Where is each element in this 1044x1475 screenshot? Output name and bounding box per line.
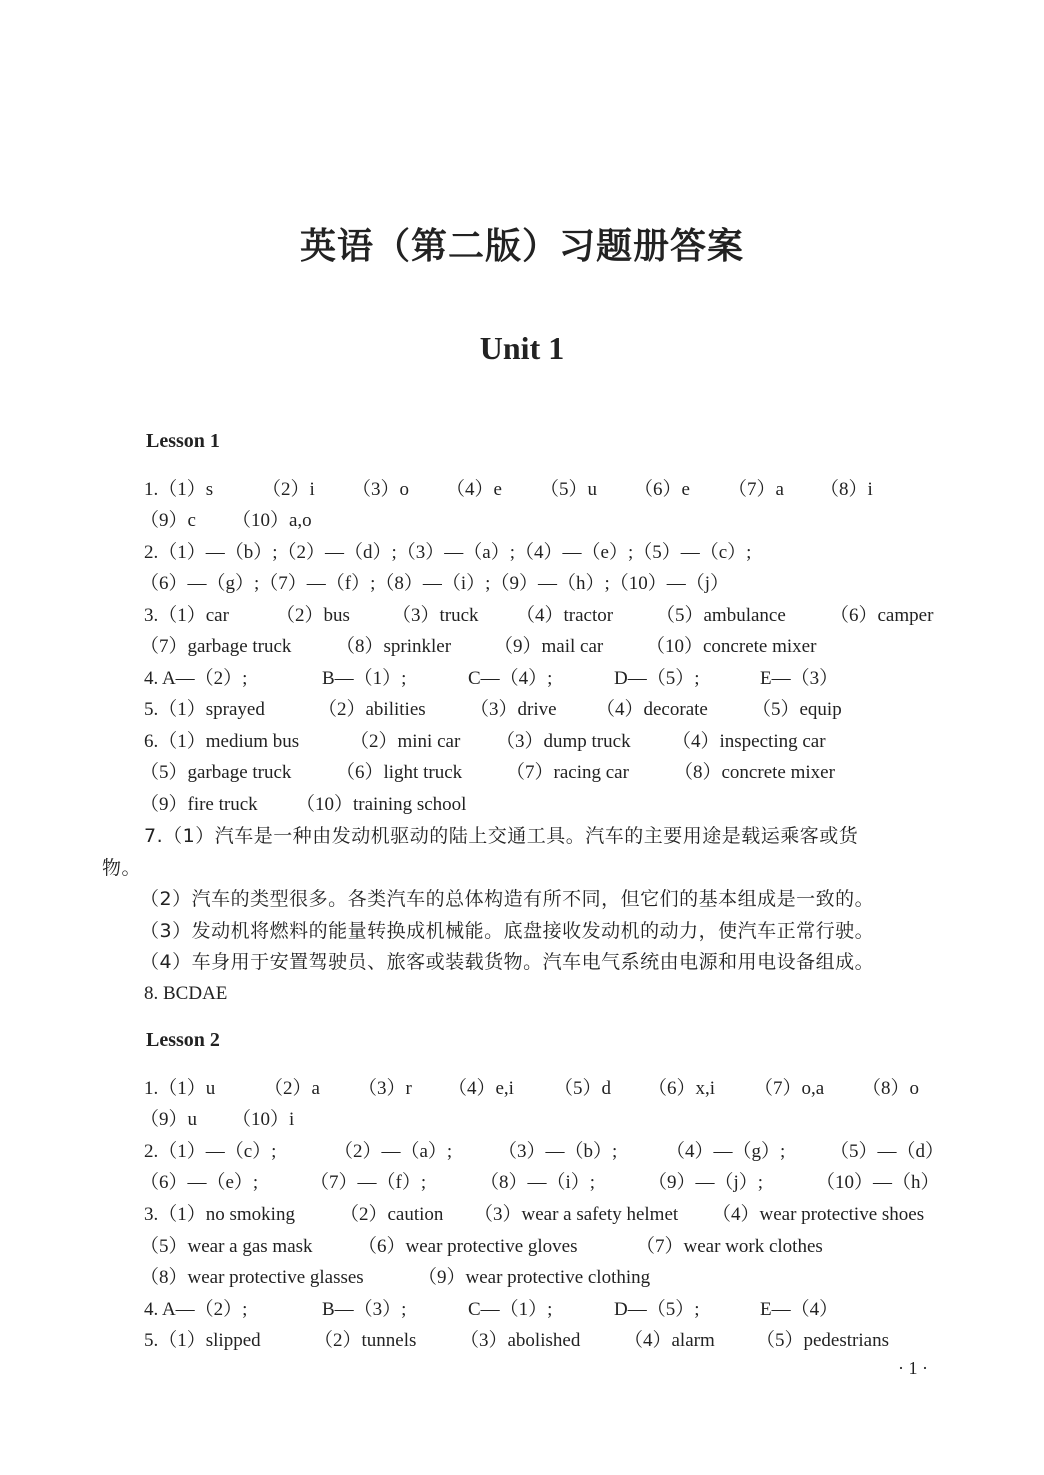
answer-item: （5）u <box>540 479 598 500</box>
answer-item: （6）—（g）;（7）—（f）;（8）—（i）;（9）—（h）;（10）—（j） <box>140 573 730 594</box>
answer-item: （2）—（a）; <box>334 1141 453 1162</box>
answer-item: （2）abilities <box>318 699 426 720</box>
answer-item: （7）wear work clothes <box>636 1236 823 1257</box>
answer-item: （7）—（f）; <box>310 1172 427 1193</box>
answer-item: （3）o <box>352 479 410 500</box>
answer-item: 8. BCDAE <box>144 983 228 1004</box>
answer-item: E—（3） <box>760 668 839 689</box>
answer-item: （9）mail car <box>494 636 604 657</box>
answer-item: （9）—（j）; <box>648 1172 764 1193</box>
answer-item: （4）tractor <box>516 605 614 626</box>
lesson-heading: Lesson 1 <box>146 430 220 452</box>
answer-item: 6.（1）medium bus <box>144 731 300 752</box>
answer-item: （5）equip <box>752 699 842 720</box>
answer-item: （3）—（b）; <box>498 1141 618 1162</box>
answer-item: （4）—（g）; <box>666 1141 786 1162</box>
page-number: · 1 · <box>898 1358 928 1378</box>
answer-item: （3）wear a safety helmet <box>474 1204 679 1225</box>
answer-item: （6）—（e）; <box>140 1172 259 1193</box>
answer-item: （8）—（i）; <box>480 1172 596 1193</box>
lesson-heading: Lesson 2 <box>146 1029 220 1051</box>
translation-line: （3）发动机将燃料的能量转换成机械能。底盘接收发动机的动力，使汽车正常行驶。 <box>140 920 875 942</box>
answer-item: （10）a,o <box>232 510 312 531</box>
answer-item: （9）c <box>140 510 196 531</box>
answer-item: 3.（1）car <box>144 605 229 626</box>
answer-item: （4）alarm <box>624 1330 715 1351</box>
answer-item: （5）—（d） <box>830 1141 945 1162</box>
answer-item: （3）abolished <box>460 1330 581 1351</box>
translation-line: 7.（1）汽车是一种由发动机驱动的陆上交通工具。汽车的主要用途是载运乘客或货 <box>144 825 859 847</box>
answer-item: （8）i <box>820 479 873 500</box>
answer-item: （3）truck <box>392 605 479 626</box>
answer-item: 5.（1）slipped <box>144 1330 261 1351</box>
answer-item: （6）x,i <box>648 1078 716 1099</box>
answer-item: （6）camper <box>830 605 934 626</box>
answer-item: 4. A—（2）; <box>144 1299 248 1320</box>
answer-item: （2）tunnels <box>314 1330 417 1351</box>
answer-item: （7）racing car <box>506 762 629 783</box>
answer-item: （7）a <box>728 479 784 500</box>
answer-item: D—（5）; <box>614 1299 700 1320</box>
unit-heading: Unit 1 <box>479 330 565 366</box>
page-title: 英语（第二版）习题册答案 <box>299 226 744 267</box>
answer-item: （2）caution <box>340 1204 444 1225</box>
answer-item: （6）wear protective gloves <box>358 1236 578 1257</box>
answer-item: 2.（1）—（b）;（2）—（d）;（3）—（a）;（4）—（e）;（5）—（c）; <box>144 542 752 563</box>
answer-item: （10）training school <box>296 794 467 815</box>
answer-item: （4）wear protective shoes <box>712 1204 925 1225</box>
answer-item: （2）bus <box>276 605 350 626</box>
answer-item: （8）concrete mixer <box>674 762 835 783</box>
answer-item: （4）inspecting car <box>672 731 826 752</box>
answer-item: （2）mini car <box>350 731 461 752</box>
answer-item: （3）drive <box>470 699 557 720</box>
answer-item: （6）light truck <box>336 762 463 783</box>
answer-item: 5.（1）sprayed <box>144 699 265 720</box>
answer-item: C—（1）; <box>468 1299 553 1320</box>
answer-item: （7）o,a <box>754 1078 825 1099</box>
answer-item: （8）sprinkler <box>336 636 452 657</box>
answer-item: B—（3）; <box>322 1299 407 1320</box>
answer-item: （3）r <box>358 1078 412 1099</box>
answer-item: （4）decorate <box>596 699 708 720</box>
answer-item: （8）wear protective glasses <box>140 1267 364 1288</box>
answer-item: E—（4） <box>760 1299 839 1320</box>
answer-item: D—（5）; <box>614 668 700 689</box>
answer-item: （9）u <box>140 1109 198 1130</box>
answer-item: 2.（1）—（c）; <box>144 1141 277 1162</box>
answer-item: （10）concrete mixer <box>646 636 817 657</box>
answer-item: （9）wear protective clothing <box>418 1267 651 1288</box>
answer-item: （2）a <box>264 1078 320 1099</box>
answer-item: （7）garbage truck <box>140 636 292 657</box>
translation-line: （2）汽车的类型很多。各类汽车的总体构造有所不同，但它们的基本组成是一致的。 <box>140 888 875 910</box>
answer-item: C—（4）; <box>468 668 553 689</box>
answer-item: B—（1）; <box>322 668 407 689</box>
answer-item: （4）e <box>446 479 502 500</box>
translation-line: （4）车身用于安置驾驶员、旅客或装载货物。汽车电气系统由电源和用电设备组成。 <box>140 951 875 973</box>
answer-item: （5）wear a gas mask <box>140 1236 313 1257</box>
answer-item: （9）fire truck <box>140 794 258 815</box>
answer-item: （10）—（h） <box>816 1172 940 1193</box>
answer-item: 1.（1）u <box>144 1078 216 1099</box>
answer-item: （5）d <box>554 1078 612 1099</box>
answer-item: （8）o <box>862 1078 920 1099</box>
answer-item: 1.（1）s <box>144 479 214 500</box>
answer-item: （2）i <box>262 479 315 500</box>
answer-item: （10）i <box>232 1109 295 1130</box>
answer-item: （6）e <box>634 479 690 500</box>
answer-item: （3）dump truck <box>496 731 631 752</box>
answer-item: （4）e,i <box>448 1078 514 1099</box>
answer-item: （5）ambulance <box>656 605 786 626</box>
answer-item: （5）garbage truck <box>140 762 292 783</box>
answer-item: 4. A—（2）; <box>144 668 248 689</box>
answer-item: 3.（1）no smoking <box>144 1204 295 1225</box>
translation-line: 物。 <box>102 857 142 879</box>
answer-item: （5）pedestrians <box>756 1330 889 1351</box>
